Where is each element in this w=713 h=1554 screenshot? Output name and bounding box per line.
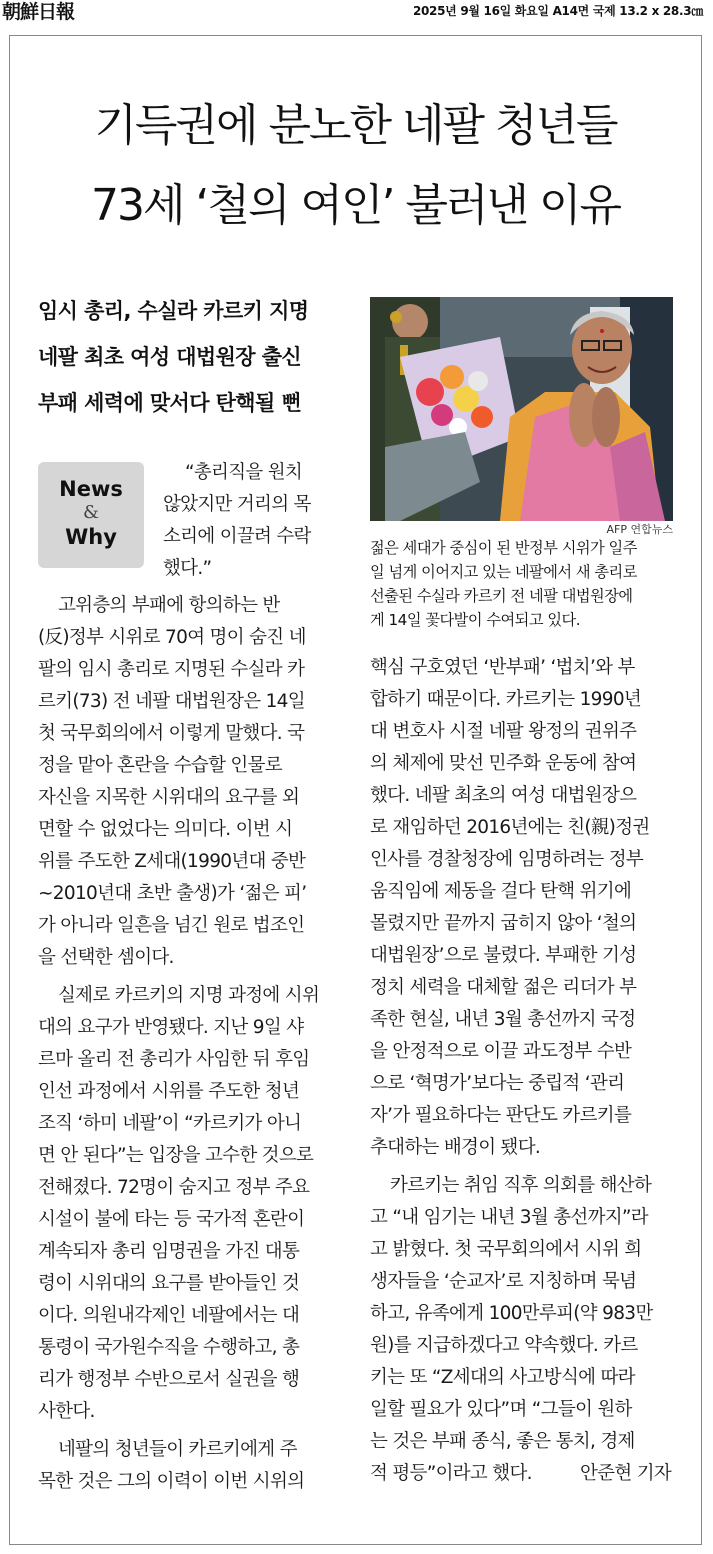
body-line: 르키(73) 전 네팔 대법원장은 14일: [38, 691, 305, 712]
body-line: 계속되자 총리 임명권을 가진 대통: [38, 1241, 300, 1262]
body-line: ~2010년대 초반 출생)가 ‘젊은 피’: [38, 883, 307, 904]
body-line: 팔의 임시 총리로 지명된 수실라 카: [38, 659, 305, 680]
headline-line-2: 73세 ‘철의 여인’ 불러낸 이유: [91, 180, 620, 231]
publication-info: 2025년 9월 16일 화요일 A14면 국제 13.2 x 28.3㎝: [412, 4, 703, 18]
subhead-line-1: 임시 총리, 수실라 카르키 지명: [38, 299, 309, 323]
body-line: 으로 ‘혁명가’보다는 중립적 ‘관리: [370, 1073, 625, 1094]
body-line: 생자들을 ‘순교자’로 지칭하며 묵념: [370, 1271, 637, 1292]
body-line: 대법원장’으로 불렸다. 부패한 기성: [370, 945, 637, 966]
badge-ampersand: &: [82, 502, 100, 523]
caption-line: 일 넘게 이어지고 있는 네팔에서 새 총리로: [370, 563, 637, 581]
body-line: 했다. 네팔 최초의 여성 대법원장으: [370, 785, 637, 806]
news-photo: [370, 297, 673, 521]
body-line: 하고, 유족에게 100만루피(약 983만: [370, 1303, 653, 1324]
body-line: 일할 필요가 있다”며 “그들이 원하: [370, 1399, 632, 1420]
masthead: [0, 0, 713, 26]
body-line: 전해졌다. 72명이 숨지고 정부 주요: [38, 1177, 310, 1198]
body-line: 면 안 된다”는 입장을 고수한 것으로: [38, 1145, 314, 1166]
body-line: (反)정부 시위로 70여 명이 숨진 네: [38, 627, 306, 648]
body-line: 사한다.: [38, 1401, 95, 1422]
body-line: 고 “내 임기는 내년 3월 총선까지”라: [370, 1207, 648, 1228]
body-line: 고위층의 부패에 항의하는 반: [58, 595, 280, 616]
photo-credit: AFP 연합뉴스: [606, 523, 673, 536]
body-line: 고 밝혔다. 첫 국무회의에서 시위 희: [370, 1239, 642, 1260]
body-line: 실제로 카르키의 지명 과정에 시위: [58, 985, 320, 1006]
body-line: 면할 수 없었다는 의미다. 이번 시: [38, 819, 293, 840]
body-line: 키는 또 “Z세대의 사고방식에 따라: [370, 1367, 635, 1388]
body-line: 몰렸지만 끝까지 굽히지 않아 ‘철의: [370, 913, 637, 934]
body-line: 을 안정적으로 이끌 과도정부 수반: [370, 1041, 632, 1062]
body-line: 대 변호사 시절 네팔 왕정의 권위주: [370, 721, 637, 742]
body-line: 르마 올리 전 총리가 사임한 뒤 후임: [38, 1049, 310, 1070]
body-line: 네팔의 청년들이 카르키에게 주: [58, 1439, 297, 1460]
body-line: 는 것은 부패 종식, 좋은 통치, 경제: [370, 1431, 635, 1452]
body-line: 의 체제에 맞선 민주화 운동에 참여: [370, 753, 637, 774]
body-line: 정치 세력을 대체할 젊은 리더가 부: [370, 977, 637, 998]
body-line: 움직임에 제동을 걸다 탄핵 위기에: [370, 881, 632, 902]
body-line: 시설이 불에 타는 등 국가적 혼란이: [38, 1209, 305, 1230]
body-line: 핵심 구호였던 ‘반부패’ ‘법치’와 부: [370, 657, 635, 678]
badge-news: News: [59, 477, 123, 501]
body-line: 목한 것은 그의 이력이 이번 시위의: [38, 1471, 305, 1492]
body-line: 정을 맡아 혼란을 수습할 인물로: [38, 755, 282, 776]
headline-line-1: 기득권에 분노한 네팔 청년들: [94, 100, 617, 151]
body-line: 을 선택한 셈이다.: [38, 947, 174, 968]
body-line: 않았지만 거리의 목: [163, 494, 311, 515]
body-line: 인선 과정에서 시위를 주도한 청년: [38, 1081, 300, 1102]
caption-line: 젊은 세대가 중심이 된 반정부 시위가 일주: [370, 539, 637, 557]
subhead-line-2: 네팔 최초 여성 대법원장 출신: [38, 345, 302, 369]
badge-why: Why: [65, 525, 117, 549]
body-line: 카르키는 취임 직후 의회를 해산하: [390, 1175, 652, 1196]
body-line: 대의 요구가 반영됐다. 지난 9일 샤: [38, 1017, 304, 1038]
body-line: 자’가 필요하다는 판단도 카르키를: [370, 1105, 632, 1126]
body-line: 리가 행정부 수반으로서 실권을 행: [38, 1369, 300, 1390]
body-line: 했다.”: [163, 558, 212, 579]
body-line: 가 아니라 일흔을 넘긴 원로 법조인: [38, 915, 305, 936]
caption-line: 선출된 수실라 카르키 전 네팔 대법원장에: [370, 587, 633, 605]
body-line: 첫 국무회의에서 이렇게 말했다. 국: [38, 723, 305, 744]
body-line: “총리직을 원치: [185, 462, 303, 483]
body-line: 소리에 이끌려 수락: [163, 526, 311, 547]
caption-line: 게 14일 꽃다발이 수여되고 있다.: [370, 611, 581, 629]
body-line: 이다. 의원내각제인 네팔에서는 대: [38, 1305, 300, 1326]
byline: 안준현 기자: [580, 1463, 672, 1484]
body-line: 자신을 지목한 시위대의 요구를 외: [38, 787, 300, 808]
subhead-line-3: 부패 세력에 맞서다 탄핵될 뻔: [38, 391, 302, 415]
newspaper-logo: 朝鮮日報: [2, 1, 75, 23]
body-line: 로 재임하던 2016년에는 친(親)정권: [370, 817, 650, 838]
body-line: 원)를 지급하겠다고 약속했다. 카르: [370, 1335, 638, 1356]
body-line: 족한 현실, 내년 3월 총선까지 국정: [370, 1009, 636, 1030]
body-line: 인사를 경찰청장에 임명하려는 정부: [370, 849, 644, 870]
body-line: 조직 ‘하미 네팔’이 “카르키가 아니: [38, 1113, 302, 1134]
body-line: 합하기 때문이다. 카르키는 1990년: [370, 689, 642, 710]
news-and-why-badge: [38, 462, 144, 568]
body-line: 령이 시위대의 요구를 받아들인 것: [38, 1273, 300, 1294]
body-line: 추대하는 배경이 됐다.: [370, 1137, 541, 1158]
body-line: 적 평등”이라고 했다.: [370, 1463, 532, 1484]
body-line: 통령이 국가원수직을 수행하고, 총: [38, 1337, 300, 1358]
body-line: 위를 주도한 Z세대(1990년대 중반: [38, 851, 306, 872]
